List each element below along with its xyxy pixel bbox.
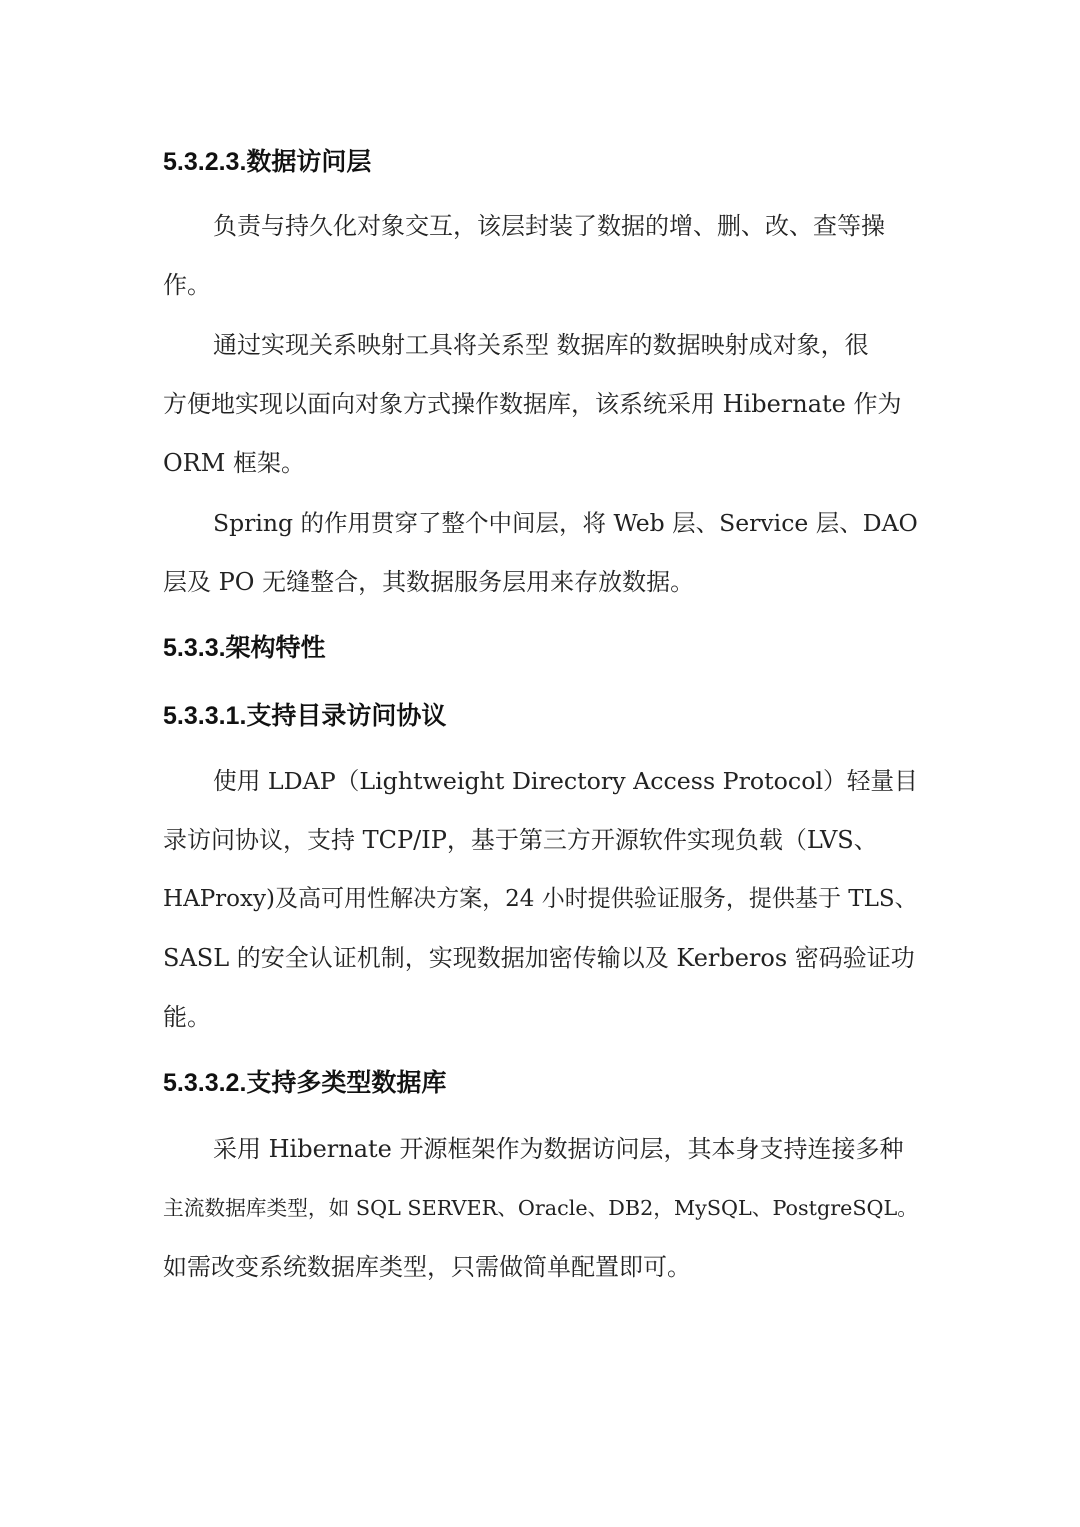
paragraph-line: 层及 PO 无缝整合，其数据服务层用来存放数据。 bbox=[163, 568, 695, 596]
paragraph-line: 主流数据库类型，如 SQL SERVER、Oracle、DB2，MySQL、PostgreSQL。 bbox=[163, 1196, 918, 1220]
paragraph-line: 方便地实现以面向对象方式操作数据库，该系统采用 Hibernate 作为 bbox=[163, 390, 902, 418]
paragraph-line: 通过实现关系映射工具将关系型 数据库的数据映射成对象，很 bbox=[213, 331, 869, 359]
paragraph-line: 录访问协议，支持 TCP/IP，基于第三方开源软件实现负载（LVS、 bbox=[163, 826, 878, 854]
paragraph-line: 如需改变系统数据库类型，只需做简单配置即可。 bbox=[163, 1253, 691, 1281]
paragraph-line: SASL 的安全认证机制，实现数据加密传输以及 Kerberos 密码验证功 bbox=[163, 944, 915, 972]
paragraph bbox=[163, 316, 918, 493]
paragraph-line: ORM 框架。 bbox=[163, 449, 305, 477]
section-heading: 5.3.3.1.支持目录访问协议 bbox=[163, 702, 447, 730]
paragraph-line: 采用 Hibernate 开源框架作为数据访问层，其本身支持连接多种 bbox=[213, 1135, 904, 1163]
paragraph-line: Spring 的作用贯穿了整个中间层，将 Web 层、Service 层、DAO bbox=[213, 509, 918, 537]
paragraph-line: 负责与持久化对象交互，该层封装了数据的增、删、改、查等操 bbox=[213, 212, 885, 240]
section-heading: 5.3.2.3.数据访问层 bbox=[163, 148, 372, 176]
paragraph-line: 使用 LDAP（Lightweight Directory Access Protocol）轻量目 bbox=[213, 767, 918, 795]
section-heading: 5.3.3.架构特性 bbox=[163, 634, 326, 662]
paragraph-line: HAProxy)及高可用性解决方案，24 小时提供验证服务，提供基于 TLS、 bbox=[163, 886, 918, 912]
paragraph bbox=[163, 197, 918, 315]
section-heading: 5.3.3.2.支持多类型数据库 bbox=[163, 1069, 447, 1097]
paragraph-line: 作。 bbox=[163, 271, 211, 299]
paragraph bbox=[163, 494, 918, 612]
paragraph bbox=[163, 752, 918, 1047]
paragraph-line: 能。 bbox=[163, 1003, 211, 1031]
paragraph bbox=[163, 1120, 918, 1297]
